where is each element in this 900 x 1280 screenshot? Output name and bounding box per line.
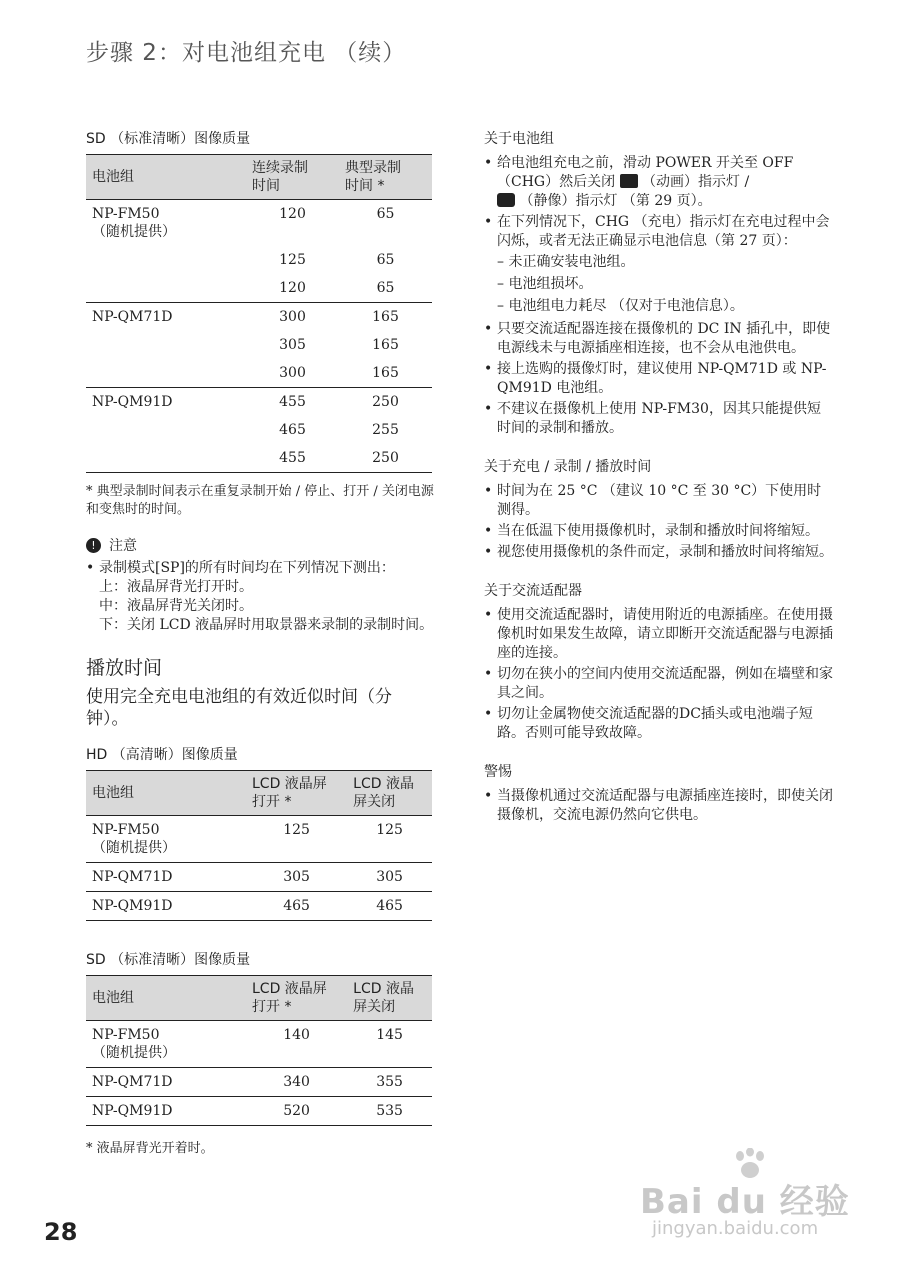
table-row	[86, 1021, 432, 1068]
table-header-cell: LCD 液晶 屏关闭	[347, 771, 432, 816]
time-value-cell: 165	[372, 309, 399, 325]
time-value-cell: 250	[339, 444, 432, 473]
page-number: 28	[44, 1218, 78, 1246]
time-value-cell: 165	[339, 359, 432, 388]
watermark	[640, 1148, 850, 1248]
times-item: • 当在低温下使用摄像机时，录制和播放时间将缩短。	[484, 522, 834, 541]
table-row	[86, 444, 432, 473]
time-value-cell: 65	[339, 274, 432, 303]
caution-line-lower: 下：关闭 LCD 液晶屏时用取景器来录制的录制时间。	[99, 617, 434, 633]
table-row	[86, 416, 432, 444]
time-value-cell: 465	[279, 422, 306, 438]
camera-icon	[497, 193, 515, 207]
caution-line-upper: 上：液晶屏背光打开时。	[99, 579, 253, 595]
caution-item-text: 录制模式[SP]的所有时间均在下列情况下测出：	[99, 560, 395, 576]
table-header-cell: 典型录制 时间 *	[339, 155, 432, 200]
battery-model-cell: NP-FM50 （随机提供）	[86, 816, 246, 863]
time-value-cell: 355	[347, 1068, 432, 1097]
movie-icon	[620, 174, 638, 188]
adapter-item: • 使用交流适配器时，请使用附近的电源插座。在使用摄像机时如果发生故障，请立即断开交流适配器与电源插座的连接。	[484, 606, 834, 663]
times-section	[484, 456, 834, 562]
battery-dash-2: – 电池组损坏。	[497, 276, 593, 292]
table-header-cell: 电池组	[86, 771, 246, 816]
table-row	[86, 359, 432, 388]
table-row	[86, 863, 432, 892]
battery-item-1-mid: （动画）指示灯 /	[642, 174, 750, 190]
battery-item-1	[484, 154, 834, 211]
battery-model-cell: NP-FM50 （随机提供）	[86, 1021, 246, 1068]
sd-play-heading: SD （标准清晰）图像质量	[86, 952, 251, 968]
battery-model-cell: NP-QM71D	[86, 1068, 246, 1097]
page-title: 步骤 2：对电池组充电 （续）	[86, 40, 407, 66]
time-value-cell: 120	[279, 206, 306, 222]
battery-model-cell: NP-QM91D	[86, 1097, 246, 1126]
battery-dash-1: – 未正确安装电池组。	[497, 254, 635, 270]
battery-item-1-pre: 给电池组充电之前，滑动 POWER 开关至 OFF（CHG）然后关闭	[497, 155, 794, 190]
time-value-cell: 520	[246, 1097, 347, 1126]
time-value-cell: 465	[347, 892, 432, 921]
warning-item: • 当摄像机通过交流适配器与电源插座连接时，即使关闭摄像机，交流电源仍然向它供电。	[484, 787, 834, 825]
sd-recording-table	[86, 154, 432, 473]
time-value-cell: 125	[347, 816, 432, 863]
table-row	[86, 1068, 432, 1097]
time-value-cell: 455	[246, 444, 339, 473]
warning-heading: 警惕	[484, 764, 512, 780]
times-item: • 视您使用摄像机的条件而定，录制和播放时间将缩短。	[484, 543, 834, 562]
time-value-cell: 535	[347, 1097, 432, 1126]
time-value-cell: 125	[246, 816, 347, 863]
caution-line-middle: 中：液晶屏背光关闭时。	[99, 598, 253, 614]
right-column	[484, 128, 834, 843]
time-value-cell: 305	[246, 863, 347, 892]
table-header-cell: 电池组	[86, 155, 246, 200]
battery-model-cell: NP-QM71D	[92, 309, 173, 325]
battery-model-cell	[86, 246, 246, 274]
adapter-item: • 切勿让金属物使交流适配器的DC插头或电池端子短路。否则可能导致故障。	[484, 705, 834, 743]
battery-model-cell: NP-QM91D	[86, 892, 246, 921]
battery-item-3: • 只要交流适配器连接在摄像机的 DC IN 插孔中，即使电源线未与电源插座相连接，也不会从电池供电。	[484, 320, 834, 358]
battery-item-2: • 在下列情况下，CHG （充电）指示灯在充电过程中会闪烁，或者无法正确显示电池信息（第 27 页）：	[484, 213, 834, 251]
table-row	[86, 303, 432, 332]
time-value-cell: 300	[279, 309, 306, 325]
sd-play-footnote: * 液晶屏背光开着时。	[86, 1141, 214, 1156]
battery-model-cell: NP-QM91D	[92, 394, 173, 410]
time-value-cell: 165	[372, 337, 399, 353]
time-value-cell: 65	[376, 206, 395, 222]
table-row	[86, 892, 432, 921]
time-value-cell: 145	[347, 1021, 432, 1068]
table-row	[86, 816, 432, 863]
adapter-item: • 切勿在狭小的空间内使用交流适配器，例如在墙壁和家具之间。	[484, 665, 834, 703]
battery-model-cell	[86, 416, 246, 444]
battery-model-cell	[86, 359, 246, 388]
time-value-cell: 65	[376, 252, 395, 268]
hd-playback-table	[86, 770, 432, 921]
battery-model-cell	[86, 444, 246, 473]
battery-dash-3: – 电池组电力耗尽 （仅对于电池信息）。	[497, 298, 744, 314]
time-value-cell: 255	[372, 422, 399, 438]
time-value-cell: 340	[246, 1068, 347, 1097]
battery-item-5: • 不建议在摄像机上使用 NP-FM30，因其只能提供短时间的录制和播放。	[484, 400, 834, 438]
time-value-cell: 300	[246, 359, 339, 388]
playback-title: 播放时间	[86, 657, 163, 679]
times-item: • 时间为在 25 °C （建议 10 °C 至 30 °C）下使用时测得。	[484, 482, 834, 520]
left-column	[86, 128, 434, 1158]
caution-section	[86, 535, 434, 635]
battery-item-1-post: （静像）指示灯 （第 29 页）。	[519, 193, 712, 209]
table-row	[86, 1097, 432, 1126]
time-value-cell: 125	[279, 252, 306, 268]
time-value-cell: 250	[372, 394, 399, 410]
time-value-cell: 305	[347, 863, 432, 892]
time-value-cell: 465	[246, 892, 347, 921]
table-row	[86, 246, 432, 274]
battery-model-cell	[86, 274, 246, 303]
battery-model-cell: NP-FM50 （随机提供）	[92, 206, 176, 240]
hd-play-heading: HD （高清晰）图像质量	[86, 747, 238, 763]
sd-rec-footnote: * 典型录制时间表示在重复录制开始 / 停止、打开 / 关闭电源和变焦时的时间。	[86, 484, 434, 517]
table-header-cell: 电池组	[86, 976, 246, 1021]
table-row	[86, 388, 432, 417]
table-row	[86, 200, 432, 247]
watermark-brand: Bai du 经验	[640, 1182, 850, 1222]
time-value-cell: 455	[279, 394, 306, 410]
table-header-cell: LCD 液晶 屏关闭	[347, 976, 432, 1021]
battery-model-cell: NP-QM71D	[86, 863, 246, 892]
battery-section	[484, 128, 834, 438]
table-row	[86, 331, 432, 359]
battery-heading: 关于电池组	[484, 131, 554, 147]
table-row	[86, 274, 432, 303]
sd-playback-table	[86, 975, 432, 1126]
time-value-cell: 140	[246, 1021, 347, 1068]
playback-lead: 使用完全充电电池组的有效近似时间（分钟）。	[86, 687, 392, 729]
table-header-cell: LCD 液晶屏 打开 *	[246, 976, 347, 1021]
watermark-url: jingyan.baidu.com	[652, 1218, 819, 1239]
caution-item	[86, 559, 434, 635]
times-heading: 关于充电 / 录制 / 播放时间	[484, 459, 652, 475]
sd-rec-heading: SD （标准清晰）图像质量	[86, 131, 251, 147]
caution-title	[86, 535, 434, 555]
table-header-cell: 连续录制 时间	[246, 155, 339, 200]
table-header-cell: LCD 液晶屏 打开 *	[246, 771, 347, 816]
adapter-heading: 关于交流适配器	[484, 583, 582, 599]
time-value-cell: 120	[246, 274, 339, 303]
warning-section	[484, 761, 834, 825]
time-value-cell: 305	[279, 337, 306, 353]
battery-item-4: • 接上选购的摄像灯时，建议使用 NP-QM71D 或 NP-QM91D 电池组。	[484, 360, 834, 398]
battery-model-cell	[86, 331, 246, 359]
caution-icon: !	[86, 538, 101, 553]
adapter-section	[484, 580, 834, 743]
caution-label: 注意	[109, 538, 137, 554]
